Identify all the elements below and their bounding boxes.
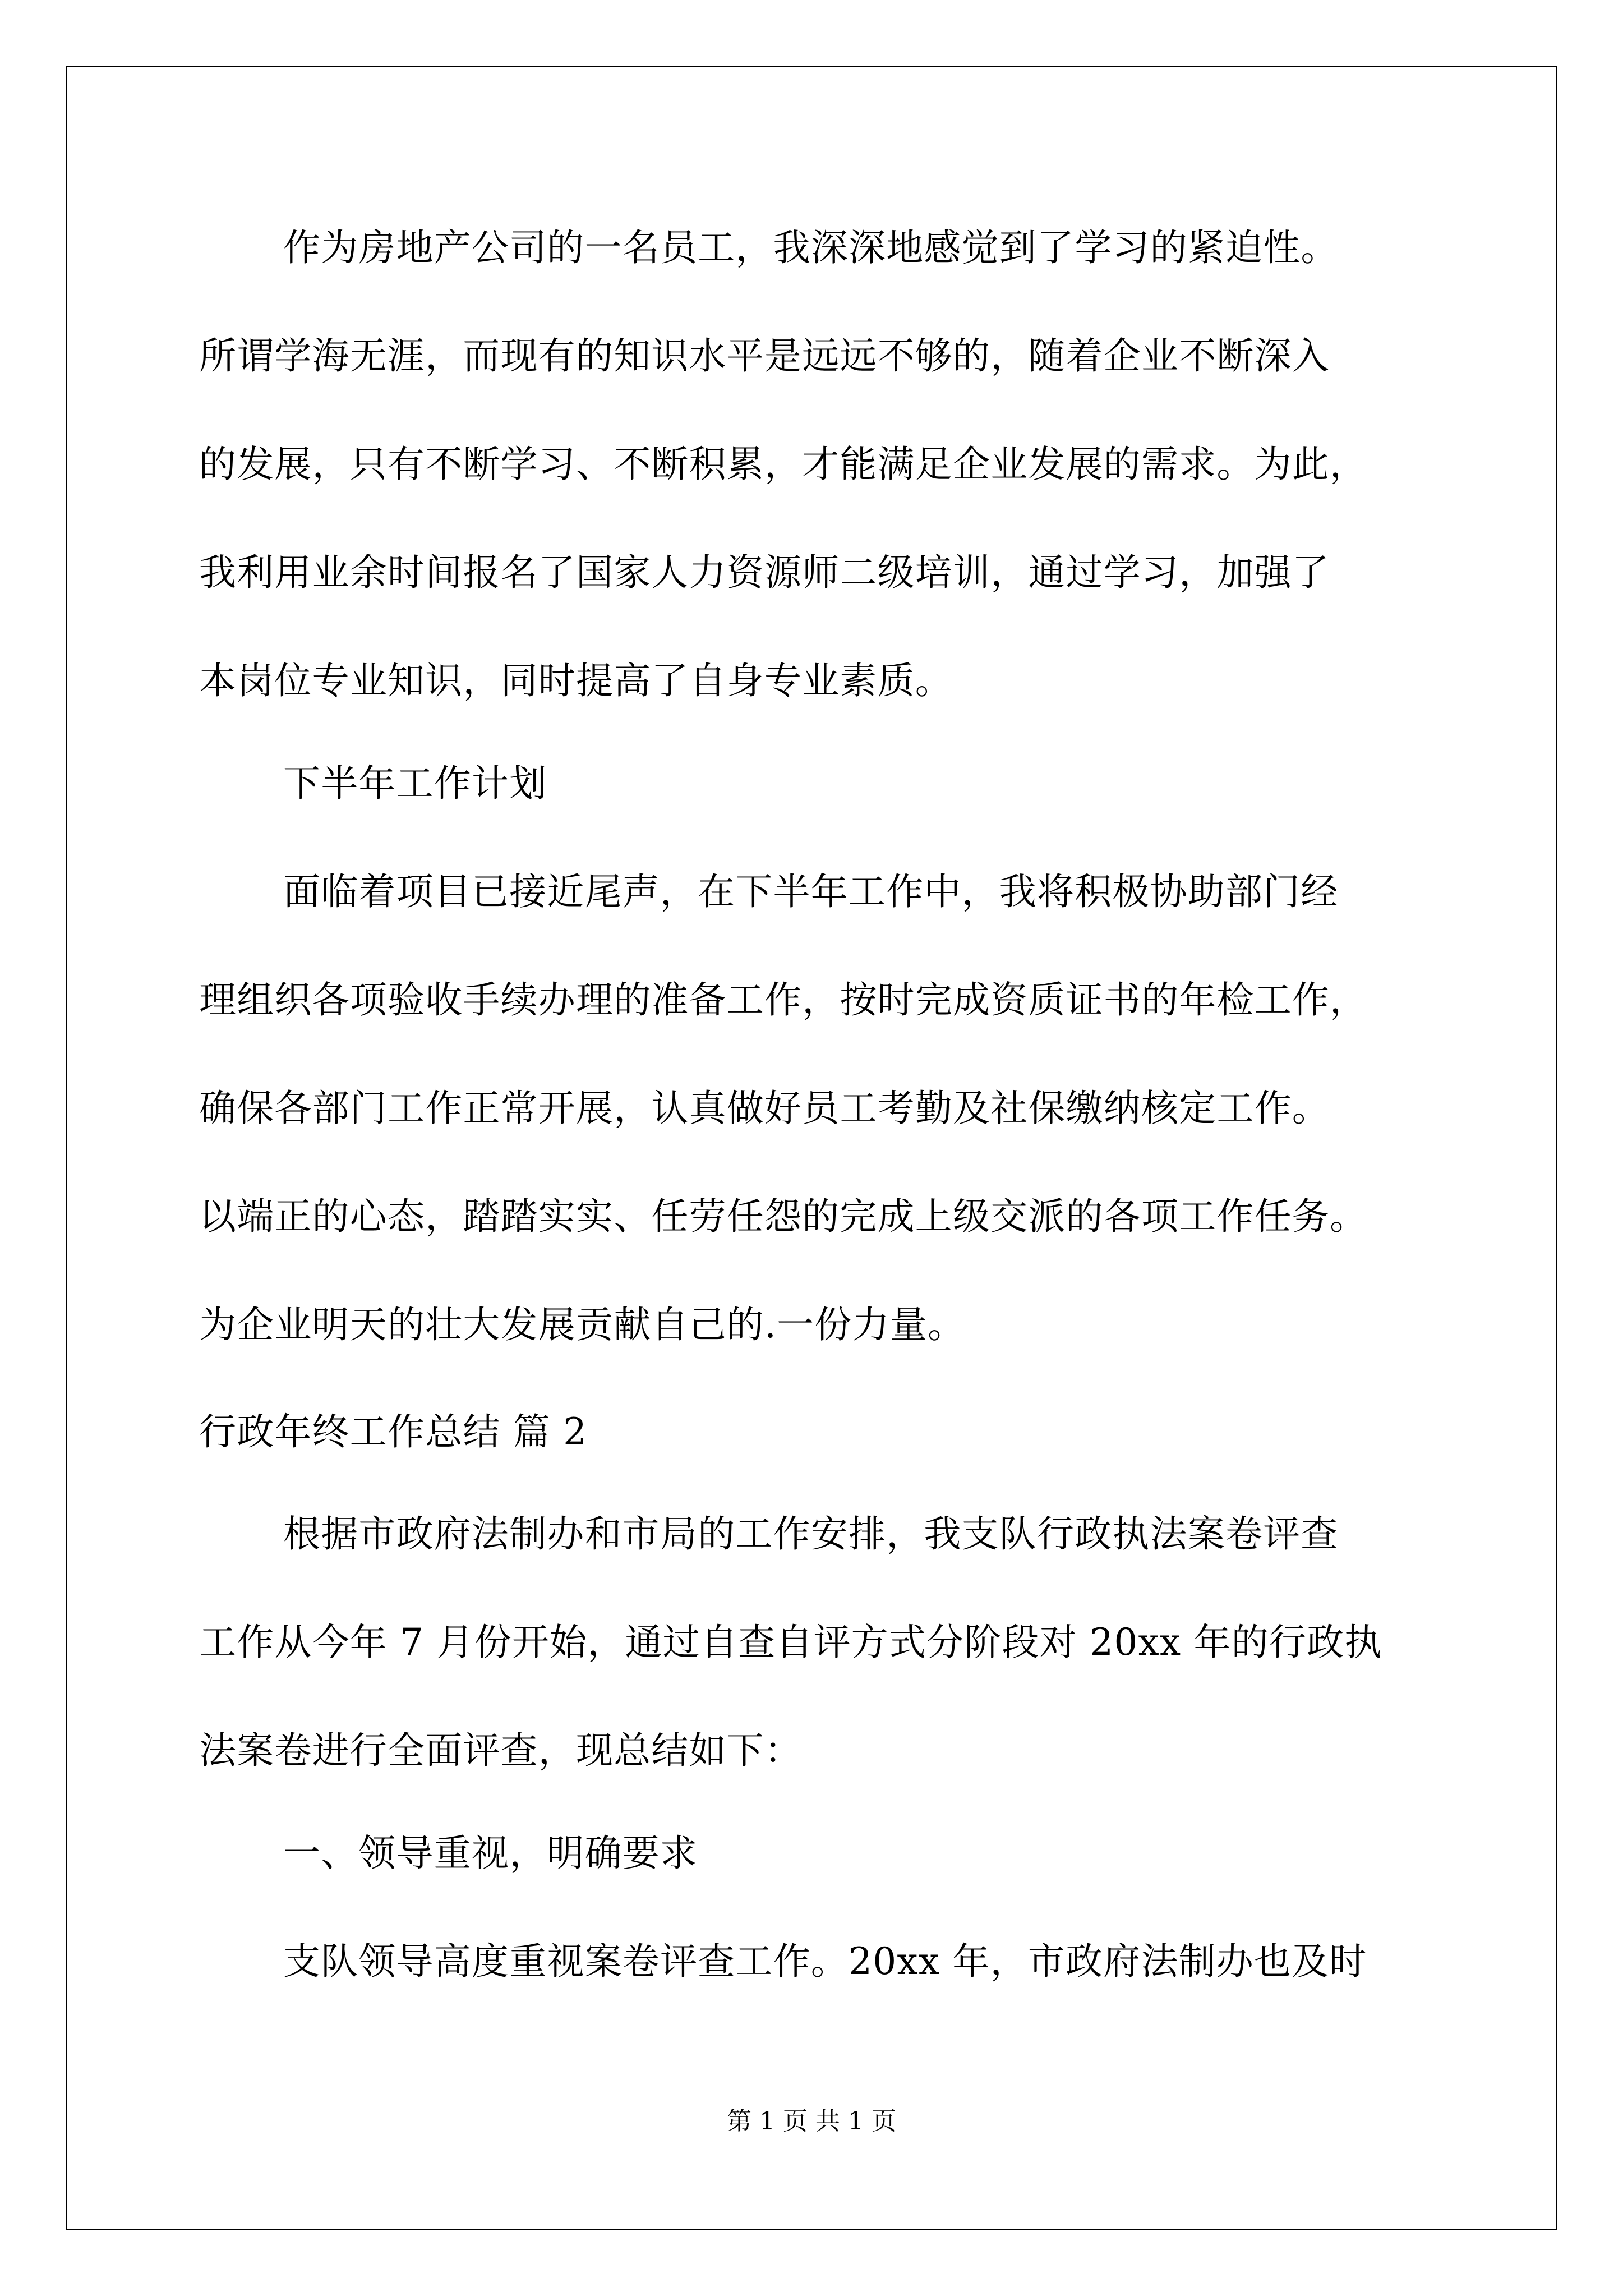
paragraph-line: 确保各部门工作正常开展，认真做好员工考勤及社保缴纳核定工作。 — [199, 1087, 1330, 1130]
paragraph-line: 面临着项目已接近尾声，在下半年工作中，我将积极协助部门经 — [283, 870, 1339, 913]
paragraph-line: 为企业明天的壮大发展贡献自己的.一份力量。 — [199, 1303, 966, 1346]
heading-second-half-plan: 下半年工作计划 — [283, 762, 547, 805]
paragraph-line: 以端正的心态，踏踏实实、任劳任怨的完成上级交派的各项工作任务。 — [199, 1195, 1368, 1238]
paragraph-line: 本岗位专业知识，同时提高了自身专业素质。 — [199, 659, 953, 702]
paragraph-line: 法案卷进行全面评查，现总结如下： — [199, 1729, 803, 1772]
paragraph-line: 我利用业余时间报名了国家人力资源师二级培训，通过学习，加强了 — [199, 551, 1330, 594]
paragraph-line: 作为房地产公司的一名员工，我深深地感觉到了学习的紧迫性。 — [283, 226, 1339, 269]
section-title: 行政年终工作总结 篇 2 — [199, 1410, 588, 1453]
paragraph-line: 根据市政府法制办和市局的工作安排，我支队行政执法案卷评查 — [283, 1512, 1339, 1556]
paragraph-line: 支队领导高度重视案卷评查工作。20xx 年，市政府法制办也及时 — [283, 1940, 1367, 1983]
paragraph-line: 所谓学海无涯，而现有的知识水平是远远不够的，随着企业不断深入 — [199, 334, 1330, 378]
paragraph-line: 的发展，只有不断学习、不断积累，才能满足企业发展的需求。为此， — [199, 443, 1368, 486]
heading-leadership: 一、领导重视，明确要求 — [283, 1832, 698, 1875]
paragraph-line: 理组织各项验收手续办理的准备工作，按时完成资质证书的年检工作， — [199, 978, 1368, 1022]
page-footer: 第 1 页 共 1 页 — [727, 2107, 896, 2136]
paragraph-line: 工作从今年 7 月份开始，通过自查自评方式分阶段对 20xx 年的行政执 — [199, 1621, 1382, 1664]
